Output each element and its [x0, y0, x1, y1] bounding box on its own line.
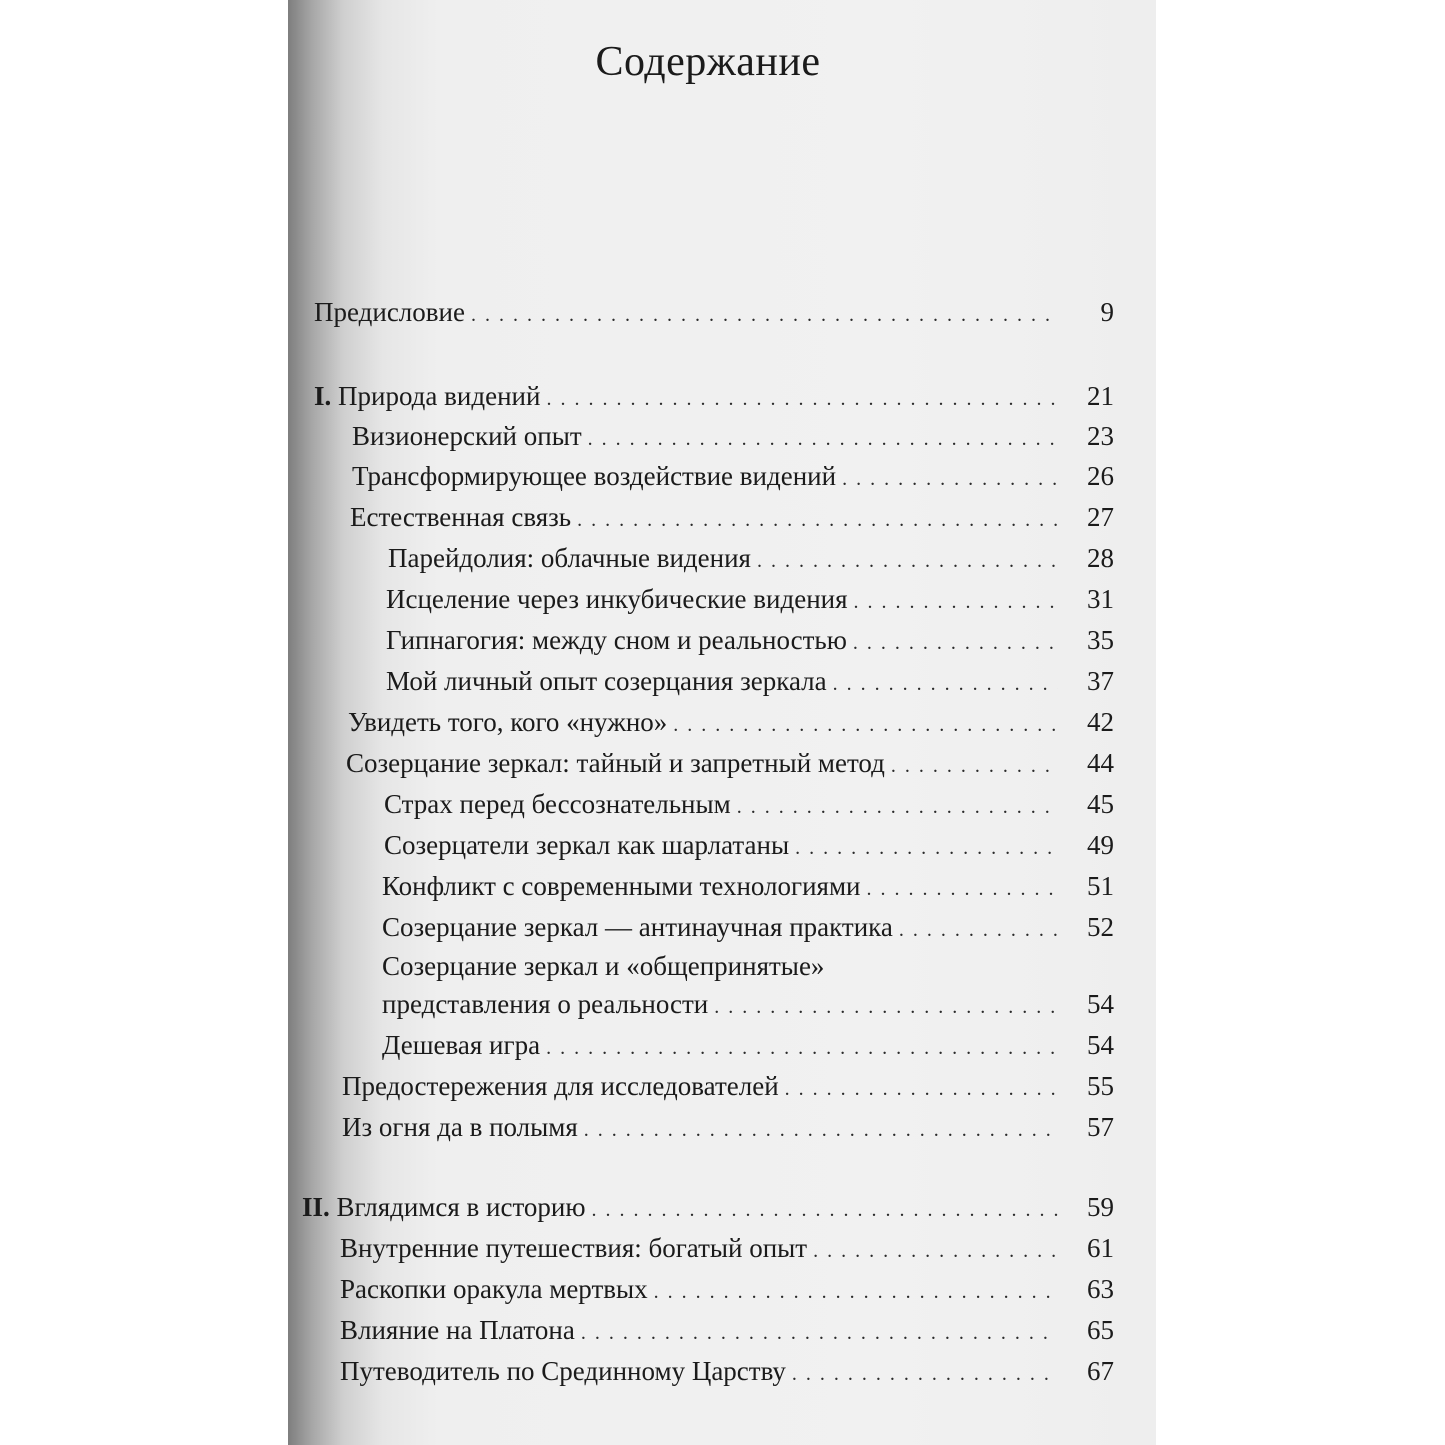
leader-dots — [792, 1354, 1058, 1394]
toc-entry-page: 59 — [1087, 1192, 1114, 1222]
toc-subentry — [382, 907, 1114, 947]
leader-dots — [795, 828, 1058, 868]
toc-entry — [342, 1066, 1114, 1106]
toc-entry-title: представления о реальности — [382, 989, 709, 1019]
leader-dots — [577, 500, 1058, 540]
toc-entry-title: Страх перед бессознательным — [384, 789, 731, 819]
leader-dots — [854, 582, 1058, 622]
toc-entry — [340, 1351, 1114, 1391]
leader-dots — [592, 1190, 1058, 1230]
toc-entry-title: Путеводитель по Срединному Царству — [340, 1356, 786, 1386]
leader-dots — [899, 910, 1058, 950]
toc-subentry — [388, 538, 1114, 578]
toc-entry — [340, 1269, 1114, 1309]
toc-entry-page: 57 — [1087, 1112, 1114, 1142]
toc-subentry — [382, 866, 1114, 906]
leader-dots — [785, 1069, 1058, 1109]
leader-dots — [588, 419, 1058, 459]
toc-entry-title: Предостережения для исследователей — [342, 1071, 779, 1101]
toc-entry-title: Трансформирующее воздействие видений — [352, 461, 837, 491]
toc-entry-title: Визионерский опыт — [352, 421, 582, 451]
toc-entry — [340, 1310, 1114, 1350]
toc-entry — [340, 1228, 1114, 1268]
toc-entry-page: 23 — [1087, 421, 1114, 451]
leader-dots — [581, 1313, 1058, 1353]
toc-entry-page: 63 — [1087, 1274, 1114, 1304]
leader-dots — [853, 623, 1058, 663]
toc-entry-page: 35 — [1087, 625, 1114, 655]
leader-dots — [546, 379, 1058, 419]
toc-entry-page: 52 — [1087, 912, 1114, 942]
toc-entry — [314, 292, 1114, 332]
leader-dots — [842, 459, 1058, 499]
toc-entry-title: Мой личный опыт созерцания зеркала — [386, 666, 827, 696]
leader-dots — [546, 1028, 1058, 1068]
toc-entry-page: 37 — [1087, 666, 1114, 696]
leader-dots — [584, 1110, 1058, 1150]
toc-chapter — [302, 1187, 1114, 1227]
toc-entry-page: 27 — [1087, 502, 1114, 532]
toc-entry-title: Исцеление через инкубические видения — [386, 584, 848, 614]
toc-entry-page: 31 — [1087, 584, 1114, 614]
toc-entry-title: Созерцатели зеркал как шарлатаны — [384, 830, 790, 860]
toc-entry-page: 21 — [1087, 381, 1114, 411]
leader-dots — [813, 1231, 1058, 1271]
leader-dots — [867, 869, 1059, 909]
toc-entry — [352, 416, 1114, 456]
toc-entry-title: Парейдолия: облачные видения — [388, 543, 751, 573]
toc-entry-title: Предисловие — [314, 297, 465, 327]
book-page — [288, 0, 1156, 1445]
toc-entry-page: 44 — [1087, 748, 1114, 778]
toc-entry — [348, 702, 1114, 742]
toc-entry-page: 45 — [1087, 789, 1114, 819]
toc-entry-title: Конфликт с современными технологиями — [382, 871, 861, 901]
toc-entry-title: Вглядимся в историю — [336, 1192, 586, 1222]
toc-subentry — [384, 825, 1114, 865]
leader-dots — [471, 295, 1058, 335]
toc-entry-title: Влияние на Платона — [340, 1315, 575, 1345]
toc-entry-title: Из огня да в полымя — [342, 1112, 578, 1142]
toc-entry-page: 54 — [1087, 1030, 1114, 1060]
page-title: Содержание — [595, 39, 821, 85]
toc-entry-page: 49 — [1087, 830, 1114, 860]
toc-entry-page: 51 — [1087, 871, 1114, 901]
leader-dots — [891, 746, 1058, 786]
leader-dots — [673, 705, 1058, 745]
toc-entry-title: Созерцание зеркал: тайный и запретный метод — [346, 748, 885, 778]
toc-entry-title: Естественная связь — [350, 502, 572, 532]
toc-subentry — [386, 661, 1114, 701]
toc-entry-page: 28 — [1087, 543, 1114, 573]
toc-entry-title: Созерцание зеркал — антинаучная практика — [382, 912, 893, 942]
toc-subentry — [386, 620, 1114, 660]
toc-subentry — [384, 784, 1114, 824]
toc-entry — [342, 1107, 1114, 1147]
toc-entry-title: Дешевая игра — [382, 1030, 541, 1060]
toc-entry-title: Гипнагогия: между сном и реальностью — [386, 625, 847, 655]
toc-subentry — [382, 984, 1114, 1024]
leader-dots — [757, 541, 1058, 581]
chapter-number: II. — [302, 1192, 330, 1222]
toc-entry-title: Природа видений — [338, 381, 541, 411]
toc-entry-page: 42 — [1087, 707, 1114, 737]
leader-dots — [833, 664, 1058, 704]
toc-subentry — [382, 1025, 1114, 1065]
toc-entry-page: 26 — [1087, 461, 1114, 491]
toc-entry — [350, 497, 1114, 537]
toc-entry — [352, 456, 1114, 496]
toc-entry-title: Внутренние путешествия: богатый опыт — [340, 1233, 808, 1263]
toc-entry-page: 67 — [1087, 1356, 1114, 1386]
toc-entry-page: 54 — [1087, 989, 1114, 1019]
toc-entry-page: 9 — [1100, 297, 1114, 327]
chapter-number: I. — [314, 381, 332, 411]
toc-entry — [346, 743, 1114, 783]
toc-entry-page: 61 — [1087, 1233, 1114, 1263]
toc-entry-title: Увидеть того, кого «нужно» — [348, 707, 668, 737]
toc-entry-title-line1: Созерцание зеркал и «общепринятые» — [382, 951, 825, 981]
leader-dots — [737, 787, 1058, 827]
toc-chapter — [314, 376, 1114, 416]
toc-entry-page: 55 — [1087, 1071, 1114, 1101]
toc-subentry — [386, 579, 1114, 619]
leader-dots — [714, 987, 1058, 1027]
toc-entry-title: Раскопки оракула мертвых — [340, 1274, 648, 1304]
toc-entry-page: 65 — [1087, 1315, 1114, 1345]
leader-dots — [654, 1272, 1058, 1312]
